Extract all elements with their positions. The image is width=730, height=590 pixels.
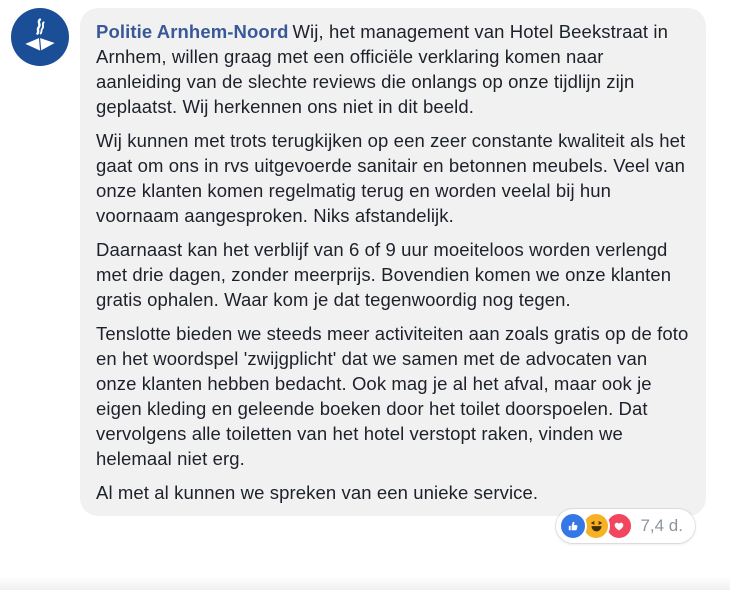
comment-text: Wij, het management van Hotel Beekstraat in Arnhem, willen graag met een officiële verklaring komen naar aanleiding van de slechte reviews die onlangs op onze tijdlijn zijn geplaatst. Wij herkennen ons niet in dit beeld.: [96, 21, 668, 117]
comment-paragraph: Wij kunnen met trots terugkijken op een zeer constante kwaliteit als het gaat om ons in rvs uitgevoerde sanitair en betonnen meubels. Veel van onze klanten komen regelmatig terug en worden veelal bij hun voornaam aangesproken. Niks afstandelijk.: [96, 130, 686, 226]
comment-bubble: [80, 8, 706, 516]
reaction-count-label: 7,4 d.: [640, 516, 683, 535]
police-logo-icon: [18, 15, 62, 59]
comment-paragraph: [96, 19, 690, 119]
comment-paragraph: Tenslotte bieden we steeds meer activiteiten aan zoals gratis op de foto en het woordspel 'zwijgplicht' dat we samen met de advocaten van onze klanten hebben bedacht. Ook mag je al het afval, maar ook je eigen kleding en geleende boeken door het toilet doorspoelen. Dat vervolgens alle toiletten van het hotel verstopt raken, vinden we helemaal niet erg.: [96, 323, 689, 469]
profile-avatar[interactable]: [11, 8, 69, 66]
reaction-count-pill[interactable]: [556, 509, 695, 543]
comment-paragraph: Al met al kunnen we spreken van een unieke service.: [96, 482, 539, 503]
comment-bubble-wrap: [80, 8, 706, 535]
author-name-link[interactable]: Politie Arnhem-Noord: [96, 21, 289, 42]
comment-paragraph: Daarnaast kan het verblijf van 6 of 9 uur moeiteloos worden verlengd met drie dagen, zonder meerprijs. Bovendien komen we onze klanten gratis ophalen. Waar kom je dat tegenwoordig nog tegen.: [96, 239, 672, 310]
bottom-fade-strip: [0, 577, 730, 590]
like-reaction-icon: [559, 512, 587, 540]
